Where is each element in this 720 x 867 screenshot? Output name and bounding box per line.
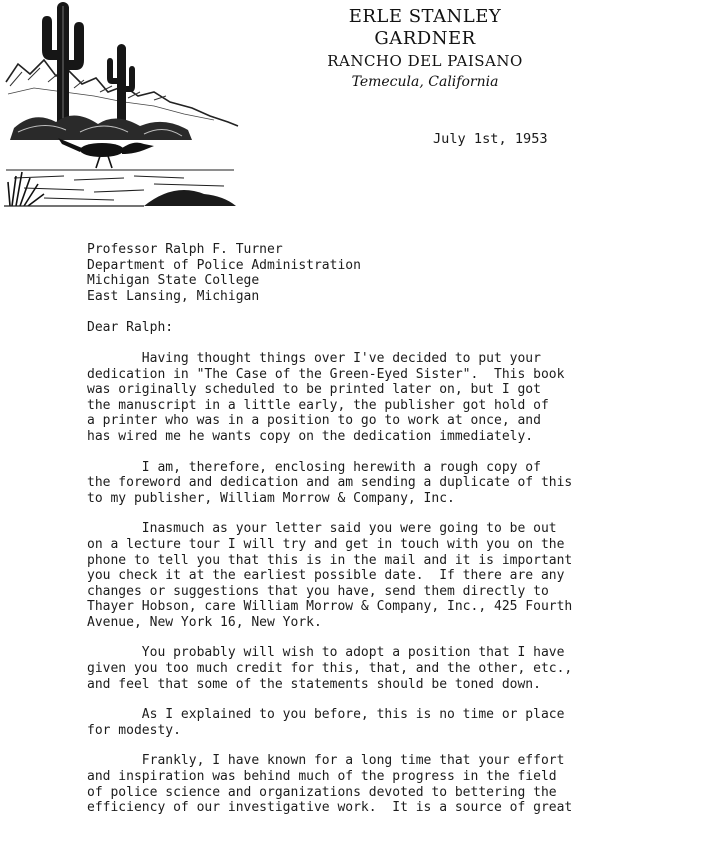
salutation: Dear Ralph: (87, 320, 174, 336)
paragraph-line: the manuscript in a little early, the publisher got hold of (87, 397, 549, 413)
paragraph-line: to my publisher, William Morrow & Company, Inc. (87, 490, 455, 506)
paragraph-line: dedication in "The Case of the Green-Eyed Sister". This book (87, 366, 565, 382)
paragraph-line: was originally scheduled to be printed later on, but I got (87, 382, 541, 398)
paragraph-line: you check it at the earliest possible date. If there are any (87, 568, 565, 584)
address-line: East Lansing, Michigan (87, 288, 260, 304)
paragraph-line: efficiency of our investigative work. It is a source of great (87, 800, 573, 816)
paragraph-line: given you too much credit for this, that, and the other, etc., (87, 661, 573, 677)
desert-rocks (10, 115, 192, 140)
paragraph (87, 753, 627, 815)
address-line: Professor Ralph F. Turner (87, 242, 283, 257)
desert-mound (144, 190, 236, 206)
paragraph-line: Frankly, I have known for a long time that your effort (87, 753, 565, 769)
paragraph (87, 351, 627, 445)
letter-date: July 1st, 1953 (433, 131, 548, 147)
paragraph-line: Thayer Hobson, care William Morrow & Company, Inc., 425 Fourth (87, 599, 573, 615)
paragraph-line: changes or suggestions that you have, send them directly to (87, 583, 549, 599)
paragraph-line: You probably will wish to adopt a position that I have (87, 645, 565, 661)
recipient-address (87, 242, 627, 304)
letterhead-ranch: RANCHO DEL PAISANO (327, 52, 523, 70)
paragraph-line: the foreword and dedication and am sending a duplicate of this (87, 475, 573, 491)
paragraph-line: a printer who was in a position to go to work at once, and (87, 413, 541, 429)
paragraph-line: and feel that some of the statements should be toned down. (87, 676, 541, 692)
paragraph-line: of police science and organizations devoted to bettering the (87, 784, 557, 800)
roadrunner-bird (58, 138, 154, 168)
paragraph-line: and inspiration was behind much of the progress in the field (87, 769, 557, 785)
address-line: Department of Police Administration (87, 257, 361, 273)
letter-body (87, 242, 627, 816)
paragraph-line: I am, therefore, enclosing herewith a rough copy of (87, 459, 541, 475)
paragraph-line: has wired me he wants copy on the dedication immediately. (87, 428, 534, 444)
paragraph (87, 521, 627, 630)
paragraph-line: Avenue, New York 16, New York. (87, 614, 322, 630)
paragraph-line: on a lecture tour I will try and get in touch with you on the (87, 536, 565, 552)
paragraph (87, 460, 627, 507)
paragraph-line: Having thought things over I've decided to put your (87, 350, 541, 366)
paragraph-line: Inasmuch as your letter said you were going to be out (87, 521, 557, 537)
paragraph-line: phone to tell you that this is in the mail and it is important (87, 552, 573, 568)
paragraph-line: As I explained to you before, this is no time or place (87, 707, 565, 723)
paragraph (87, 645, 627, 692)
saguaro-cactus-small (107, 44, 135, 132)
letterhead-name: ERLE STANLEY GARDNER (348, 6, 502, 49)
paragraph (87, 707, 627, 738)
paragraph-line: for modesty. (87, 722, 181, 738)
letterhead-location: Temecula, California (351, 74, 499, 90)
letterhead (300, 6, 550, 92)
desert-cactus-roadrunner-illustration (4, 0, 240, 212)
address-line: Michigan State College (87, 273, 260, 289)
